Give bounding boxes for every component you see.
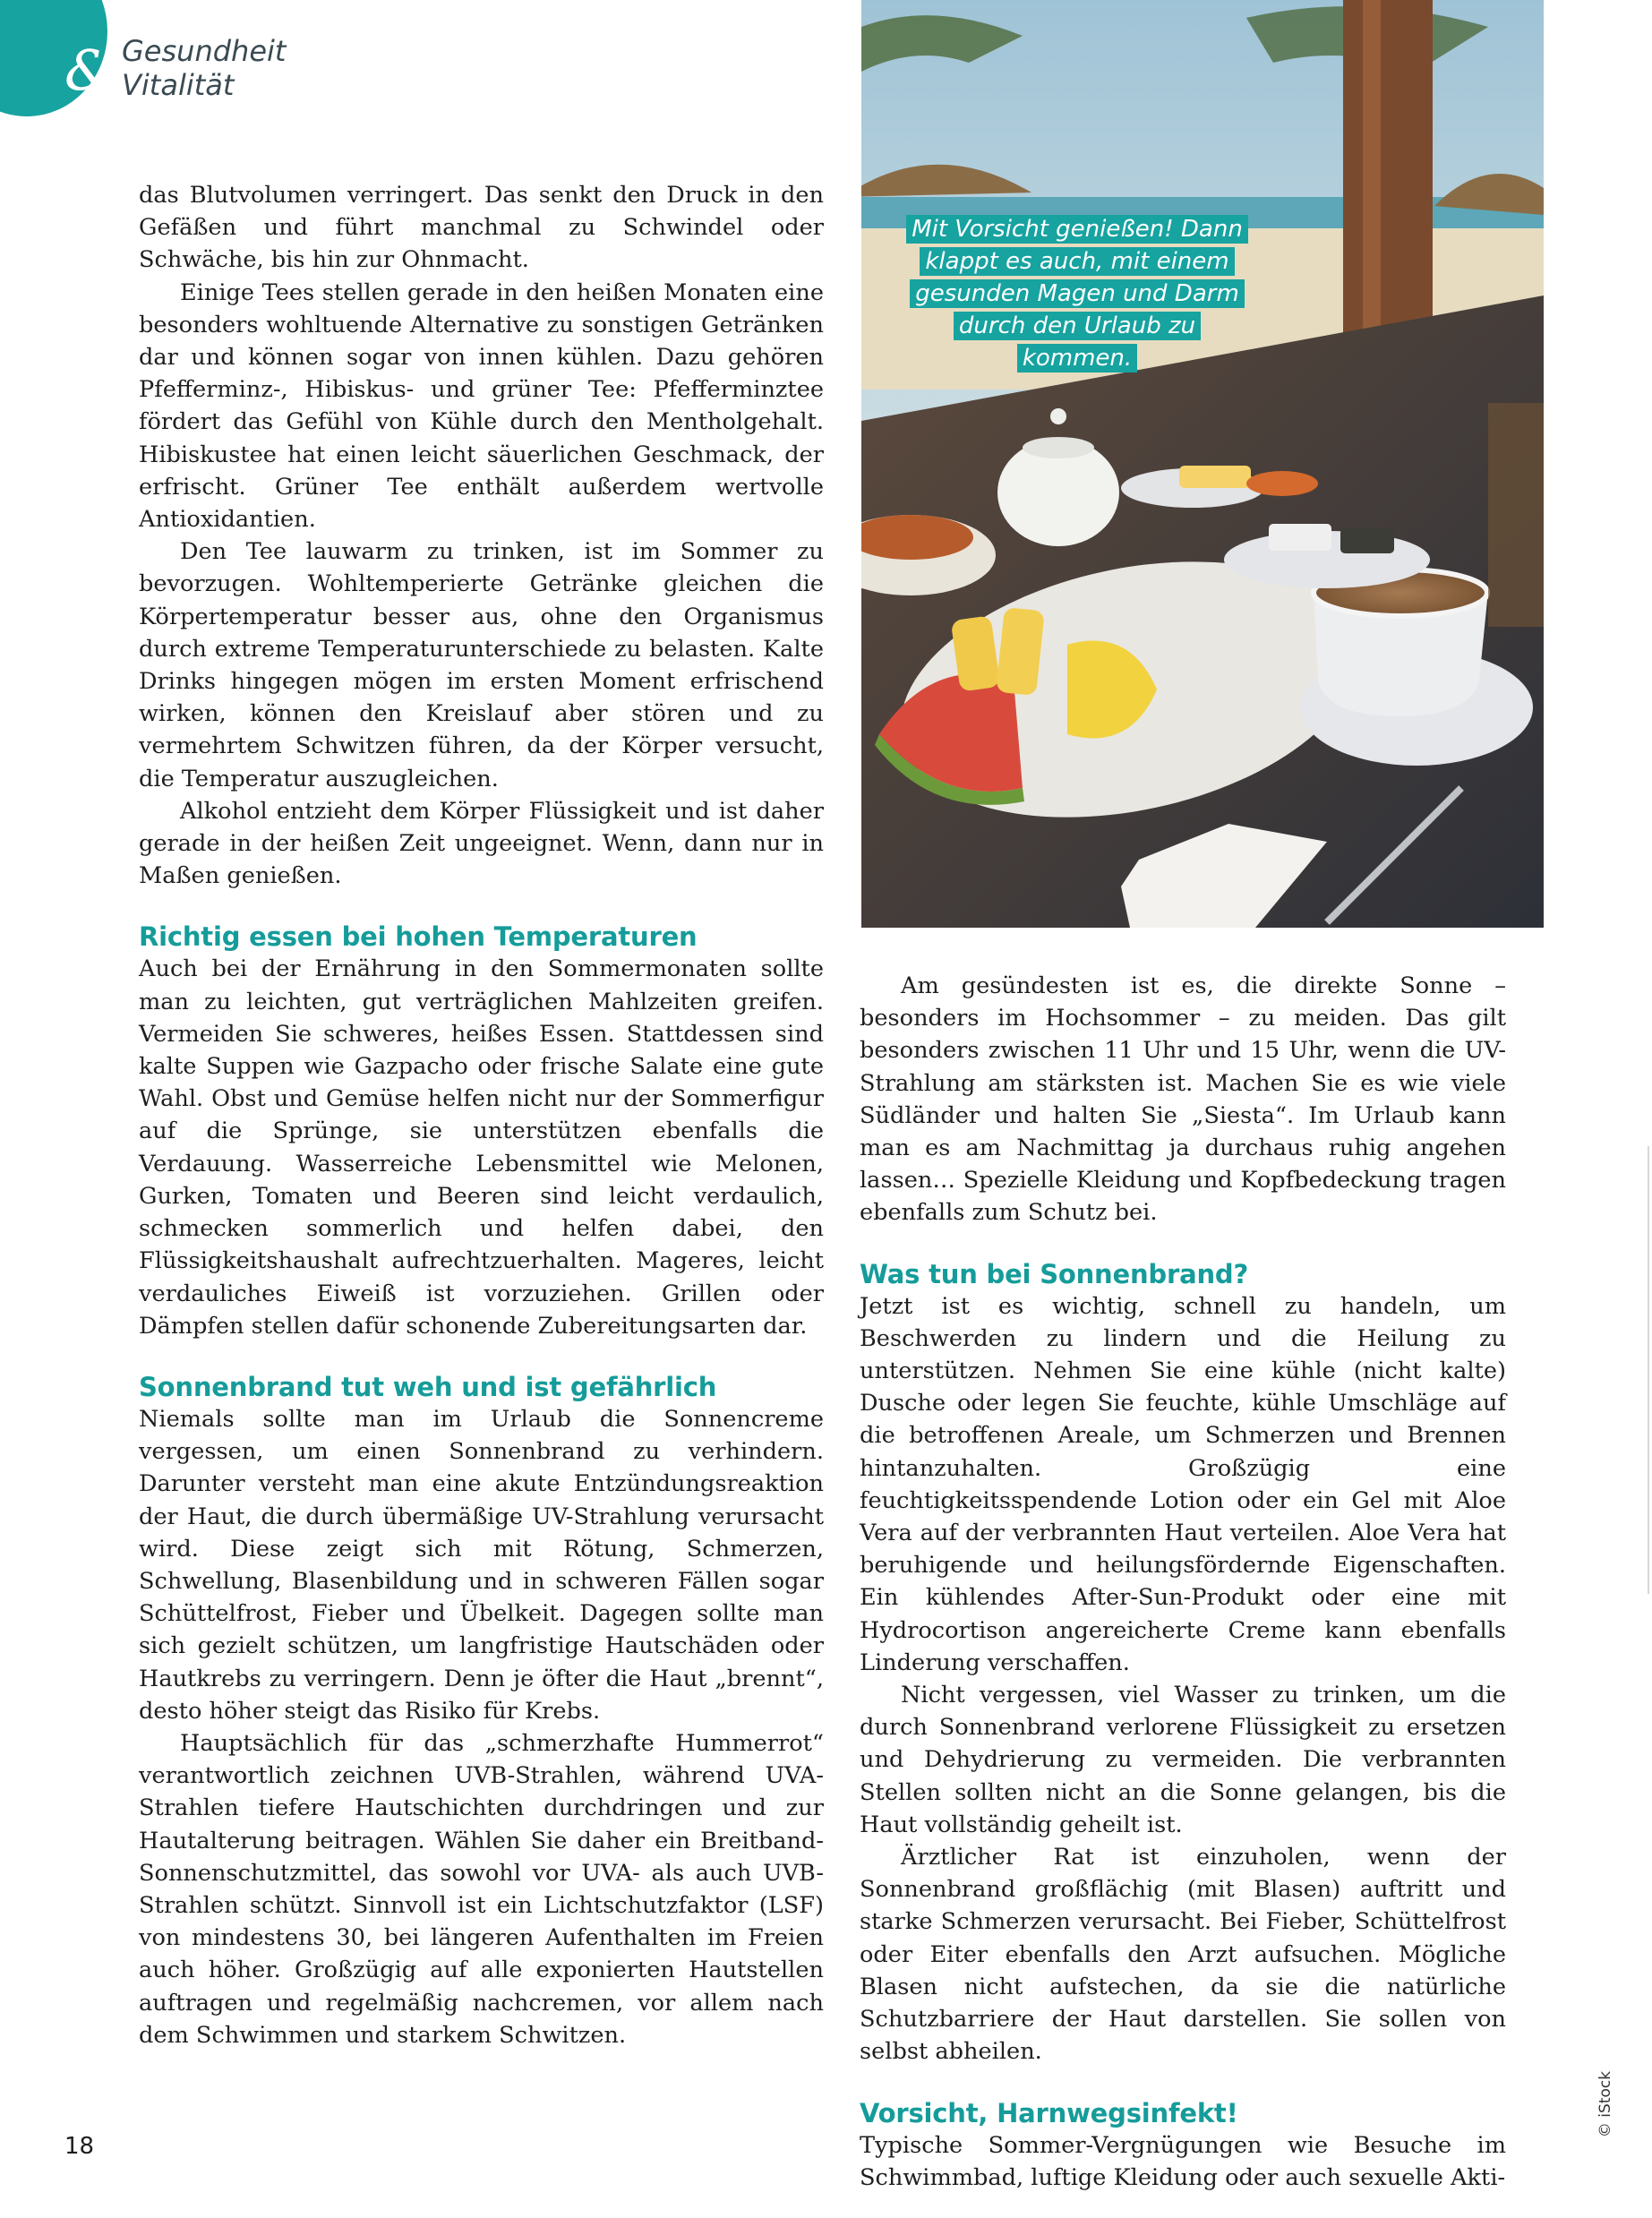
paragraph: Typische Sommer-Vergnügungen wie Besuche im Schwimmbad, luftige Kleidung oder auch sexuelle Akti- [860, 2131, 1506, 2191]
paragraph: Hauptsächlich für das „schmerzhafte Hummerrot“ verantwortlich zeichnen UVB-Strahlen, während UVA-Strahlen tiefere Hautschichten durchdringen und zur Hautalterung beitragen. Wählen Sie daher ein Breitband-Sonnenschutzmittel, das sowohl vor UVA- als auch UVB-Strahlen schützt. Sinnvoll ist ein Lichtschutzfaktor (LSF) von mindestens 30, bei längeren Aufenthalten im Freien auch höher. Großzügig auf alle exponierten Hautstellen auftragen und regelmäßig nachcremen, vor allem nach dem Schwimmen und starkem Schwitzen. [139, 1729, 824, 2049]
heading-sonnenbrand: Sonnenbrand tut weh und ist gefährlich [139, 1371, 717, 1402]
paragraph: Einige Tees stellen gerade in den heißen Monaten eine besonders wohltuende Alternative zu sonstigen Getränken dar und können sogar von innen kühlen. Dazu gehören Pfefferminz-, Hibiskus- und grüner Tee: Pfefferminztee fördert das Gefühl von Kühle durch den Mentholgehalt. Hibiskustee hat einen leicht säuerlichen Geschmack, der erfrischt. Grüner Tee enthält außerdem wertvolle Antioxidantien. [139, 278, 824, 534]
page-edge-rule [1648, 1146, 1649, 1594]
paragraph: Nicht vergessen, viel Wasser zu trinken, um die durch Sonnenbrand verlorene Flüssigkeit zu ersetzen und Dehydrierung zu vermeiden. Die verbrannten Stellen sollten nicht an die Sonne gelangen, bis die Haut vollständig geheilt ist. [860, 1682, 1506, 1838]
paragraph: Alkohol entzieht dem Körper Flüssigkeit und ist daher gerade in der heißen Zeit ungeeignet. Wenn, dann nur in Maßen genießen. [139, 797, 824, 890]
photo-caption [906, 213, 1248, 374]
paragraph: Auch bei der Ernährung in den Sommermonaten sollte man zu leichten, gut verträglichen Mahlzeiten greifen. Vermeiden Sie schweres, heißes Essen. Stattdessen sind kalte Suppen wie Gazpacho oder frische Salate eine gute Wahl. Obst und Gemüse helfen nicht nur der Sommerfigur auf die Sprünge, sie unterstützen ebenfalls die Verdauung. Wasserreiche Lebensmittel wie Melonen, Gurken, Tomaten und Beeren sind leicht verdaulich, schmecken sommerlich und helfen dabei, den Flüssigkeitshaushalt aufrechtzuerhalten. Mageres, leicht verdauliches Eiweiß ist vorzuziehen. Grillen oder Dämpfen stellen dafür schonende Zubereitungsarten dar. [139, 955, 824, 1340]
paragraph: Den Tee lauwarm zu trinken, ist im Sommer zu bevorzugen. Wohltemperierte Getränke gleichen die Körpertemperatur besser aus, ohne den Organismus durch extreme Temperaturunterschiede zu belasten. Kalte Drinks hingegen mögen im ersten Moment erfrischend wirken, können den Kreislauf aber stören und zu vermehrtem Schwitzen führen, da der Körper versucht, die Temperatur auszugleichen. [139, 538, 824, 792]
heading-harnwegsinfekt: Vorsicht, Harnwegsinfekt! [860, 2097, 1238, 2128]
paragraph: Am gesündesten ist es, die direkte Sonne – besonders im Hochsommer – zu meiden. Das gilt besonders zwischen 11 Uhr und 15 Uhr, wenn die UV-Strahlung am stärksten ist. Machen Sie es wie viele Südländer und halten Sie „Siesta“. Im Urlaub kann man es am Nachmittag ja durchaus ruhig angehen lassen… Spezielle Kleidung und Kopfbedeckung tragen ebenfalls zum Schutz bei. [860, 972, 1506, 1227]
section-title-line1: Gesundheit [122, 34, 287, 68]
paragraph: Jetzt ist es wichtig, schnell zu handeln, um Beschwerden zu lindern und die Heilung zu unterstützen. Nehmen Sie eine kühle (nicht kalte) Dusche oder legen Sie feuchte, kühle Umschläge auf die betroffenen Areale, um Schmerzen und Brennen hintanzuhalten. Großzügig eine feuchtigkeitsspendende Lotion oder ein Gel mit Aloe Vera auf der verbrannten Haut verteilen. Aloe Vera hat beruhigende und heilungsfördernde Eigenschaften. Ein kühlendes After-Sun-Produkt oder eine mit Hydrocortison angereicherte Creme kann ebenfalls Linderung verschaffen. [860, 1292, 1506, 1676]
photo-credit-text: © iStock [1596, 2070, 1615, 2138]
section-title [122, 34, 286, 102]
breakfast-photo [861, 0, 1544, 928]
page-number: 18 [64, 2133, 95, 2160]
section-ampersand: & [64, 38, 115, 103]
left-column [139, 179, 824, 2051]
section-title-line2: Vitalität [122, 68, 235, 102]
photo-caption-text: Mit Vorsicht genießen! Dann klappt es auch, mit einem gesunden Magen und Darm durch den Urlaub zu kommen. [906, 215, 1248, 373]
paragraph: das Blutvolumen verringert. Das senkt den Druck in den Gefäßen und führt manchmal zu Schwindel oder Schwäche, bis hin zur Ohnmacht. [139, 182, 824, 274]
photo-credit [1572, 2060, 1615, 2149]
paragraph: Niemals sollte man im Urlaub die Sonnencreme vergessen, um einen Sonnenbrand zu verhindern. Darunter versteht man eine akute Entzündungsreaktion der Haut, die durch übermäßige UV-Strahlung verursacht wird. Diese zeigt sich mit Rötung, Schmerzen, Schwellung, Blasenbildung und in schweren Fällen sogar Schüttelfrost, Fieber und Übelkeit. Dagegen sollte man sich gezielt schützen, um langfristige Hautschäden oder Hautkrebs zu verringern. Denn je öfter die Haut „brennt“, desto höher steigt das Risiko für Krebs. [139, 1405, 824, 1725]
heading-richtig-essen: Richtig essen bei hohen Temperaturen [139, 921, 698, 953]
right-column [860, 970, 1506, 2194]
heading-was-tun: Was tun bei Sonnenbrand? [860, 1258, 1249, 1289]
paragraph: Ärztlicher Rat ist einzuholen, wenn der Sonnenbrand großflächig (mit Blasen) auftritt und starke Schmerzen verursacht. Bei Fieber, Schüttelfrost oder Eiter ebenfalls den Arzt aufsuchen. Mögliche Blasen nicht aufstechen, da sie die natürliche Schutzbarriere der Haut darstellen. Sie sollen von selbst abheilen. [860, 1844, 1506, 2066]
